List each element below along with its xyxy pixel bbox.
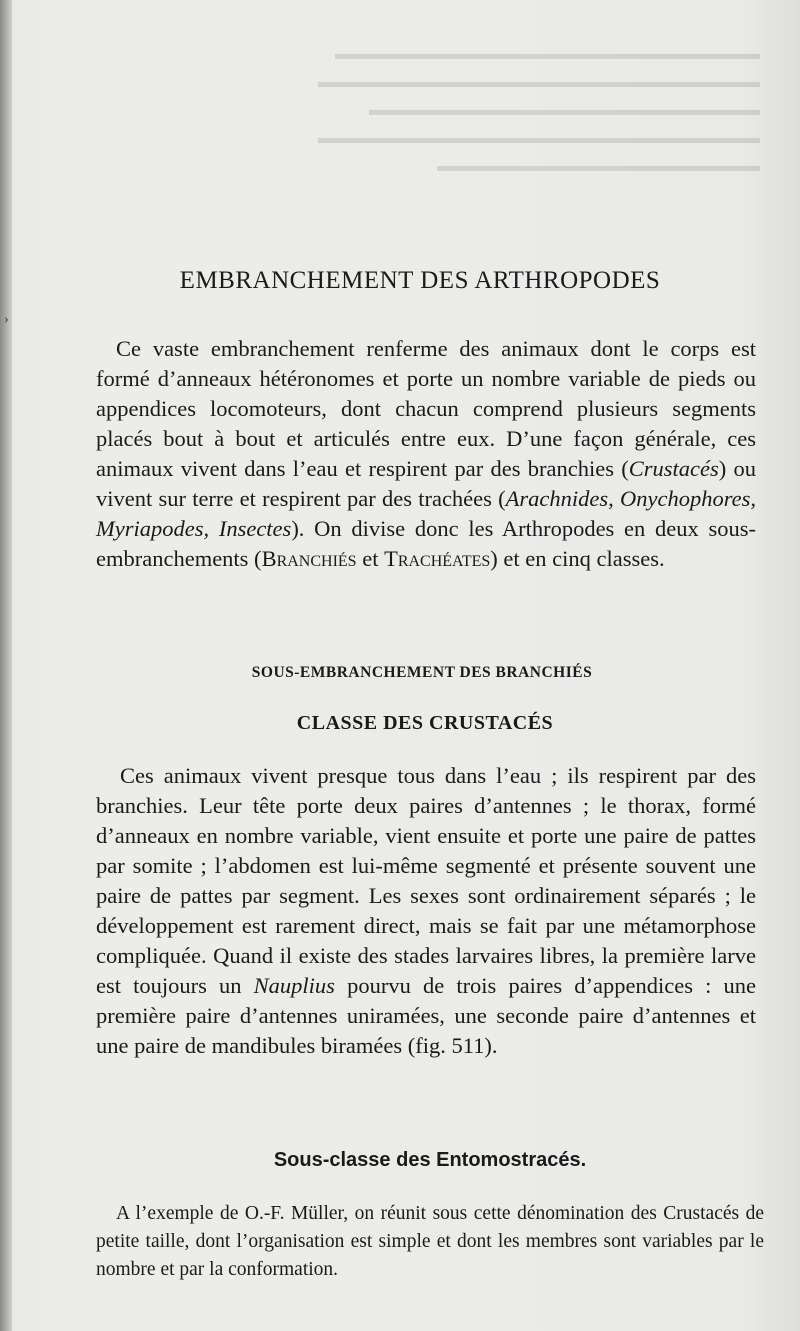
intro-text-2: ) ou vivent sur terre et respirent par des trachées ( <box>96 456 756 511</box>
intro-paragraph <box>96 334 756 574</box>
intro-text-5: ) et en cinq classes. <box>490 546 665 571</box>
crustaces-text-2: pourvu de trois paires d’appendices : une première paire d’antennes uniramées, une seconde paire d’antennes et une paire de mandibules biramées (fig. 511). <box>96 973 757 1058</box>
intro-text-3: ). On divise donc les Arthropodes en deux sous-embranchements ( <box>96 516 756 571</box>
intro-italic-1: Crustacés <box>628 456 719 481</box>
intro-smallcaps-1: Branchiés <box>261 546 357 571</box>
crustaces-text-1: Ces animaux vivent presque tous dans l’eau ; ils respirent par des branchies. Leur tête porte deux paires d’antennes ; le thorax, formé d’anneaux en nombre variable, vient ensuite et porte une paire de pattes par somite ; l’abdomen est lui-même segmenté et présente souvent une paire de pattes par segment. Les sexes sont ordinairement séparés ; le développement est rarement direct, mais se fait par une métamorphose compliquée. Quand il existe des stades larvaires libres, la première larve est toujours un <box>96 763 756 998</box>
intro-italic-2: Arachnides, Onychophores, Myriapodes, Insectes <box>96 486 756 541</box>
show-through-texture: ▬▬▬▬▬▬▬▬▬▬▬▬▬▬▬▬▬▬▬▬▬▬▬▬▬ ▬▬▬▬▬▬▬▬▬▬▬▬▬▬▬▬▬▬▬▬▬▬▬▬▬▬ ▬▬▬▬▬▬▬▬▬▬▬▬▬▬▬▬▬▬▬▬▬▬▬ ▬▬▬▬▬▬▬▬▬▬▬▬▬▬▬▬▬▬▬▬▬▬▬▬▬▬ ▬▬▬▬▬▬▬▬▬▬▬▬▬▬▬▬▬▬▬ <box>318 44 760 175</box>
entomostraces-paragraph: A l’exemple de O.-F. Müller, on réunit sous cette dénomination des Crustacés de petite taille, dont l’organisation est simple et dont les membres sont variables par le nombre et par la conformation. <box>96 1203 764 1280</box>
subclass-heading: Sous-classe des Entomostracés. <box>273 1149 587 1171</box>
crustaces-paragraph <box>96 761 756 1061</box>
intro-text-4: et <box>356 546 385 571</box>
crustaces-italic: Nauplius <box>253 973 335 998</box>
subdivision-heading: SOUS-EMBRANCHEMENT DES BRANCHIÉS <box>251 664 593 681</box>
class-heading: CLASSE DES CRUSTACÉS <box>296 712 554 734</box>
page-title: EMBRANCHEMENT DES ARTHROPODES <box>179 266 661 294</box>
intro-text-1: Ce vaste embranchement renferme des animaux dont le corps est formé d’anneaux hétéronomes et porte un nombre variable de pieds ou appendices locomoteurs, dont chacun comprend plusieurs segments placés bout à bout et articulés entre eux. D’une façon générale, ces animaux vivent dans l’eau et respirent par des branchies ( <box>96 336 756 481</box>
intro-smallcaps-2: Trachéates <box>384 546 491 571</box>
margin-mark-icon: › <box>4 312 9 327</box>
